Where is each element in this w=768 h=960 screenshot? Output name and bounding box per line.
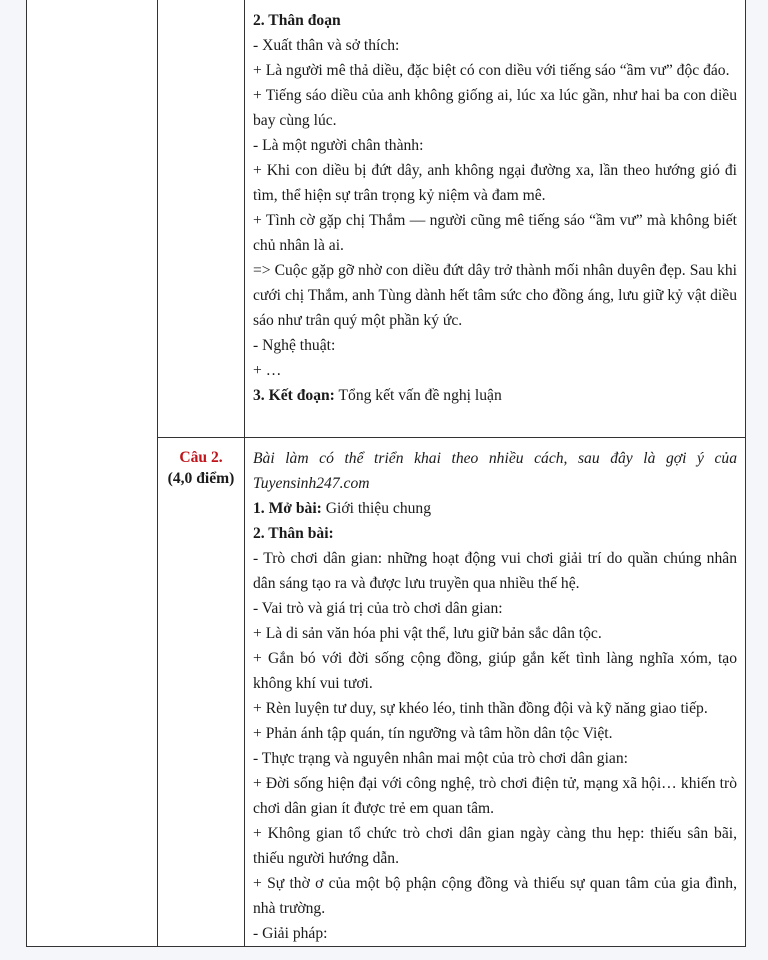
- conclusion-text: Tổng kết vấn đề nghị luận: [334, 387, 502, 404]
- s1-line-1: + Là người mê thả diều, đặc biệt có con diều với tiếng sáo “ầm vư” độc đáo.: [253, 62, 730, 79]
- mo-bai-label: 1. Mở bài:: [253, 500, 322, 517]
- s2-line-6: - Thực trạng và nguyên nhân mai một của trò chơi dân gian:: [253, 750, 628, 767]
- mo-bai: [253, 496, 737, 521]
- row-divider: [157, 437, 745, 438]
- s2-line-8: + Không gian tổ chức trò chơi dân gian ngày càng thu hẹp: thiếu sân bãi, thiếu người hướng dẫn.: [253, 825, 737, 867]
- question-label-cell: [158, 447, 244, 489]
- s1-line-2: + Tiếng sáo diều của anh không giống ai, lúc xa lúc gần, như hai ba con diều bay cùng lúc.: [253, 87, 737, 129]
- section1-content: [253, 8, 737, 408]
- s1-line-4: + Khi con diều bị đứt dây, anh không ngại đường xa, lần theo hướng gió đi tìm, thể hiện sự trân trọng kỷ niệm và đam mê.: [253, 162, 737, 204]
- conclusion-label: 3. Kết đoạn:: [253, 387, 335, 404]
- s2-line-7: + Đời sống hiện đại với công nghệ, trò chơi điện tử, mạng xã hội… khiến trò chơi dân gian ít được trẻ em quan tâm.: [253, 775, 737, 817]
- s2-line-4: + Rèn luyện tư duy, sự khéo léo, tinh thần đồng đội và kỹ năng giao tiếp.: [253, 700, 708, 717]
- column-divider-2: [244, 0, 245, 946]
- answer-table: [26, 0, 746, 947]
- section2-intro: Bài làm có thể triển khai theo nhiều cách, sau đây là gợi ý của Tuyensinh247.com: [253, 450, 737, 492]
- s2-line-3: + Gắn bó với đời sống cộng đồng, giúp gắn kết tình làng nghĩa xóm, tạo không khí vui tươi.: [253, 650, 737, 692]
- s2-line-0: - Trò chơi dân gian: những hoạt động vui chơi giải trí do quần chúng nhân dân sáng tạo ra và được lưu truyền qua nhiều thế hệ.: [253, 550, 737, 592]
- mo-bai-text: Giới thiệu chung: [321, 500, 431, 517]
- s2-line-1: - Vai trò và giá trị của trò chơi dân gian:: [253, 600, 503, 617]
- s2-line-5: + Phản ánh tập quán, tín ngưỡng và tâm hồn dân tộc Việt.: [253, 725, 613, 742]
- s1-line-8: + …: [253, 362, 282, 379]
- s1-line-0: - Xuất thân và sở thích:: [253, 37, 400, 54]
- s1-line-5: + Tình cờ gặp chị Thắm — người cũng mê tiếng sáo “ầm vư” mà không biết chủ nhân là ai.: [253, 212, 737, 254]
- s2-line-10: - Giải pháp:: [253, 925, 328, 942]
- than-bai-heading: 2. Thân bài:: [253, 525, 334, 542]
- section1-heading: 2. Thân đoạn: [253, 12, 341, 29]
- section1-conclusion: [253, 383, 737, 408]
- s1-line-6: => Cuộc gặp gỡ nhờ con diều đứt dây trở thành mối nhân duyên đẹp. Sau khi cưới chị Thắm, anh Tùng dành hết tâm sức cho đồng áng, lưu giữ kỷ vật diều sáo như trân quý một phần ký ức.: [253, 262, 737, 329]
- s1-line-7: - Nghệ thuật:: [253, 337, 336, 354]
- s2-line-2: + Là di sản văn hóa phi vật thể, lưu giữ bản sắc dân tộc.: [253, 625, 602, 642]
- s1-line-3: - Là một người chân thành:: [253, 137, 424, 154]
- question-label: Câu 2.: [179, 449, 223, 466]
- points-label: (4,0 điểm): [167, 470, 235, 487]
- section2-content: [253, 446, 737, 946]
- s2-line-9: + Sự thờ ơ của một bộ phận cộng đồng và thiếu sự quan tâm của gia đình, nhà trường.: [253, 875, 737, 917]
